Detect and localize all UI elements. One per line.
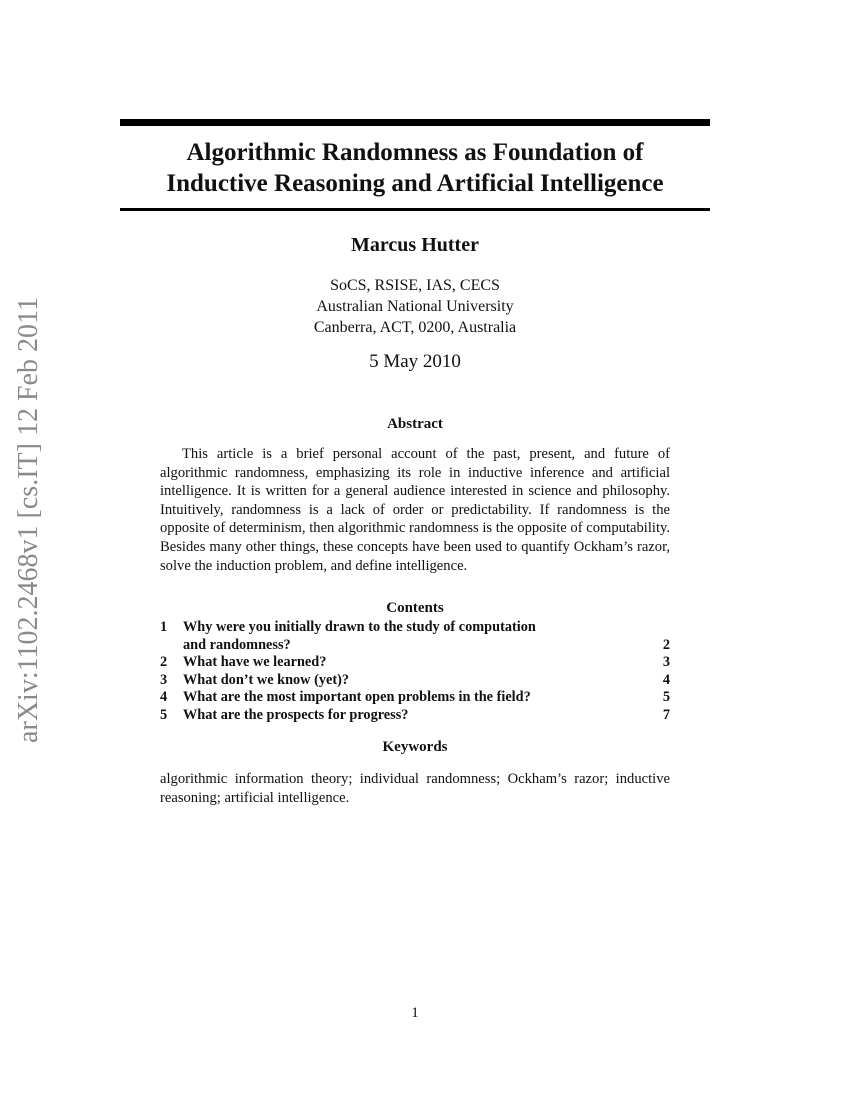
page-number: 1 <box>411 1005 419 1021</box>
toc-entry[interactable] <box>160 689 670 707</box>
title-line-2: Inductive Reasoning and Artificial Intelligence <box>166 170 664 197</box>
toc-entry-title-line-1: Why were you initially drawn to the study of computation <box>183 619 536 635</box>
toc-entry-title: What are the prospects for progress? <box>183 706 409 723</box>
toc-entry[interactable] <box>160 707 670 725</box>
toc-entry-page: 2 <box>662 636 670 653</box>
title-line-1: Algorithmic Randomness as Foundation of <box>186 139 644 166</box>
toc-entry[interactable] <box>160 672 670 690</box>
affiliation-line-2: Australian National University <box>316 298 514 315</box>
toc-entry-number: 5 <box>160 706 168 723</box>
toc-entry-page: 5 <box>662 689 670 705</box>
keywords-heading: Keywords <box>382 739 448 755</box>
toc-entry-number: 3 <box>160 671 168 688</box>
title-rule-top <box>120 119 710 126</box>
toc-entry-page: 4 <box>662 671 670 688</box>
abstract-text: This article is a brief personal account of the past, present, and future of algorithmic randomness, emphasizing its role in inductive inference and artificial intelligence. It is written for a general audience interested in science and philosophy. Intuitively, randomness is a lack of order or predictability. If randomness is the opposite of determinism, then algorithmic randomness is the opposite of computability. Besides many other things, these concepts have been used to quantify Ockham’s razor, solve the induction problem, and define intelligence. <box>160 446 670 574</box>
paper-date: 5 May 2010 <box>369 351 461 372</box>
toc-entry-title: What are the most important open problems in the field? <box>183 689 531 705</box>
toc-entry-number: 4 <box>160 689 168 705</box>
toc-entry-title <box>183 619 650 654</box>
contents-heading: Contents <box>386 600 444 616</box>
affiliation-line-3: Canberra, ACT, 0200, Australia <box>313 319 517 336</box>
toc-entry[interactable] <box>160 619 670 654</box>
toc-entry-title-line-2: and randomness? <box>183 636 291 653</box>
toc-entry-title: What have we learned? <box>183 654 327 670</box>
paper-title <box>120 137 710 199</box>
toc-entry-number: 1 <box>160 619 168 635</box>
keywords-text: algorithmic information theory; individual randomness; Ockham’s razor; inductive reasoning; artificial intelligence. <box>160 771 670 806</box>
arxiv-stamp <box>4 290 54 750</box>
table-of-contents <box>160 619 670 724</box>
toc-entry-title: What don’t we know (yet)? <box>183 671 349 688</box>
arxiv-stamp-text: arXiv:1102.2468v1 [cs.IT] 12 Feb 2011 <box>13 297 44 743</box>
toc-entry-page: 3 <box>662 654 670 670</box>
title-rule-bottom <box>120 208 710 211</box>
toc-entry[interactable] <box>160 654 670 672</box>
affiliation <box>120 275 710 338</box>
abstract-heading: Abstract <box>387 416 443 432</box>
author-name: Marcus Hutter <box>351 234 479 256</box>
toc-entry-number: 2 <box>160 654 168 670</box>
affiliation-line-1: SoCS, RSISE, IAS, CECS <box>330 277 500 294</box>
toc-entry-page: 7 <box>662 706 670 723</box>
